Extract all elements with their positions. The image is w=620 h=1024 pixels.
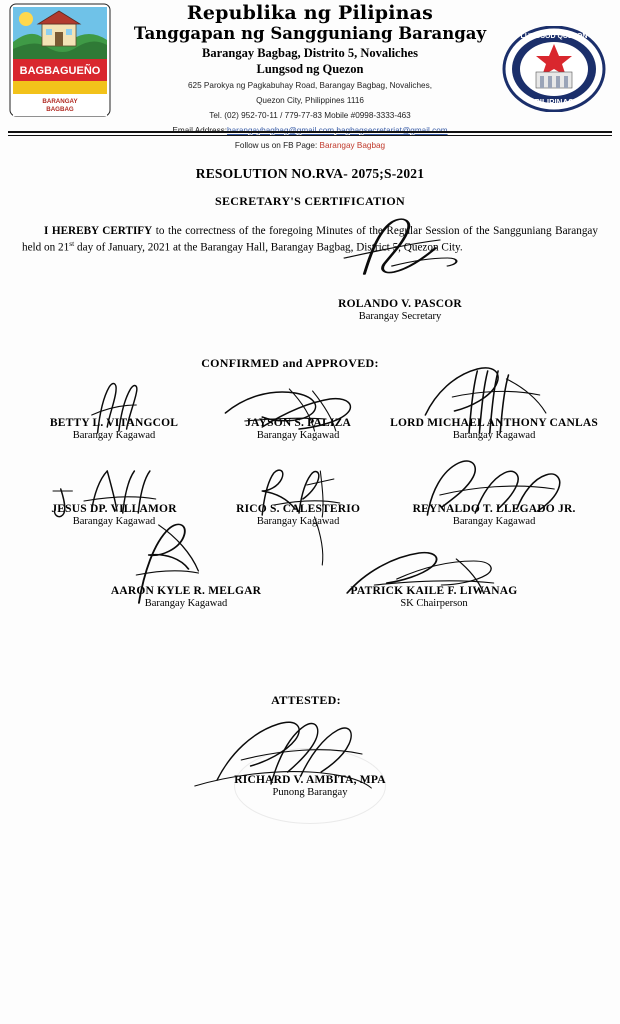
certify-ordinal: st [69, 239, 75, 249]
quezon-city-seal-icon [502, 26, 606, 112]
address-line-2: Lungsod ng Quezon [256, 61, 364, 76]
header-divider-thick [8, 131, 612, 133]
secretary-title: Barangay Secretary [358, 311, 442, 323]
email-label: Email Address: [172, 125, 228, 135]
republic-line: Republika ng Pilipinas [186, 2, 434, 24]
signatory-name: PATRICK KAILE F. LIWANAG [350, 585, 518, 598]
email-secondary[interactable]: bagbagsecretariat@gmail.com [336, 125, 448, 135]
signatory-title: Barangay Kagawad [452, 430, 536, 442]
document-body [0, 144, 620, 798]
punong-barangay-title: Punong Barangay [272, 787, 348, 799]
signatory-title: Barangay Kagawad [72, 516, 156, 528]
certify-body-1: to the correctness of the foregoing Minutes of the Regular Session of the Sangguniang Barangay held on 21 [22, 225, 598, 254]
official-stamp [234, 748, 386, 824]
attested-heading: ATTESTED: [271, 693, 341, 708]
secretary-signature-block [22, 298, 598, 322]
email-primary[interactable]: barangaybagbag@gmail.com [227, 125, 335, 135]
signatory-name: RICO S. CALESTERIO [236, 503, 361, 516]
facebook-page-link[interactable]: Barangay Bagbag [319, 140, 386, 150]
signatory-title: Barangay Kagawad [72, 430, 156, 442]
signatory-cell [22, 417, 206, 451]
address-line-1: Barangay Bagbag, Distrito 5, Novaliches [202, 45, 418, 60]
facebook-line [120, 140, 500, 152]
address-line-3: 625 Parokya ng Pagkabuhay Road, Barangay Bagbag, Novaliches, [188, 81, 432, 91]
svg-text:LUNGSOD QUEZON: LUNGSOD QUEZON [520, 33, 588, 40]
signatory-name: JESUS DP. VILLAMOR [51, 503, 177, 516]
secretary-name: ROLANDO V. PASCOR [338, 298, 462, 311]
signatory-cell [206, 503, 390, 537]
confirmed-approved-heading: CONFIRMED and APPROVED: [201, 356, 379, 371]
contact-line: Tel. (02) 952-70-11 / 779-77-83 Mobile #0998-3333-463 [209, 110, 411, 120]
svg-text:BARANGAY: BARANGAY [42, 98, 78, 105]
svg-text:PILIPINAS: PILIPINAS [534, 98, 574, 107]
signatory-cell [62, 585, 310, 619]
punong-barangay-signature-block [22, 774, 598, 798]
signatories-grid [22, 417, 598, 537]
signatory-title: Barangay Kagawad [256, 516, 340, 528]
signatory-name: AARON KYLE R. MELGAR [110, 585, 262, 598]
certify-lead: I HEREBY CERTIFY [44, 225, 153, 237]
resolution-number: RESOLUTION NO.RVA- 2075;S-2021 [195, 166, 425, 181]
email-separator: , [334, 125, 337, 135]
certify-body-2: day of January, 2021 at the Barangay Hall, Barangay Bagbag, District 5, Quezon City. [74, 241, 463, 254]
signatory-title: Barangay Kagawad [452, 516, 536, 528]
document-subtitle: SECRETARY'S CERTIFICATION [215, 194, 405, 208]
certification-paragraph [22, 223, 598, 256]
signatory-cell [390, 503, 598, 537]
barangay-bagbag-seal-icon [8, 2, 112, 118]
office-line: Tanggapan ng Sangguniang Barangay [133, 23, 487, 43]
signatory-cell [310, 585, 558, 619]
letterhead [0, 0, 620, 150]
facebook-label: Follow us on FB Page: [234, 140, 318, 150]
signatory-cell [22, 503, 206, 537]
address-line-4: Quezon City, Philippines 1116 [256, 96, 364, 106]
signatory-title: Barangay Kagawad [144, 598, 228, 610]
header-divider-thin [8, 135, 612, 136]
signatory-name: JAYSON S. PALIZA [245, 417, 351, 430]
signatory-name: LORD MICHAEL ANTHONY CANLAS [390, 417, 598, 430]
signatory-title: Barangay Kagawad [256, 430, 340, 442]
signatory-name: REYNALDO T. LLEGADO JR. [412, 503, 576, 516]
svg-text:BAGBAGUEÑO: BAGBAGUEÑO [19, 65, 101, 77]
signatory-cell [206, 417, 390, 451]
signatory-name: BETTY L. VITANGCOL [49, 417, 179, 430]
svg-text:BAGBAG: BAGBAG [46, 106, 74, 113]
punong-barangay-name: RICHARD V. AMBITA, MPA [234, 774, 386, 787]
signatory-title: SK Chairperson [400, 598, 468, 610]
signatories-row-3 [22, 585, 598, 619]
signatory-cell [390, 417, 598, 451]
